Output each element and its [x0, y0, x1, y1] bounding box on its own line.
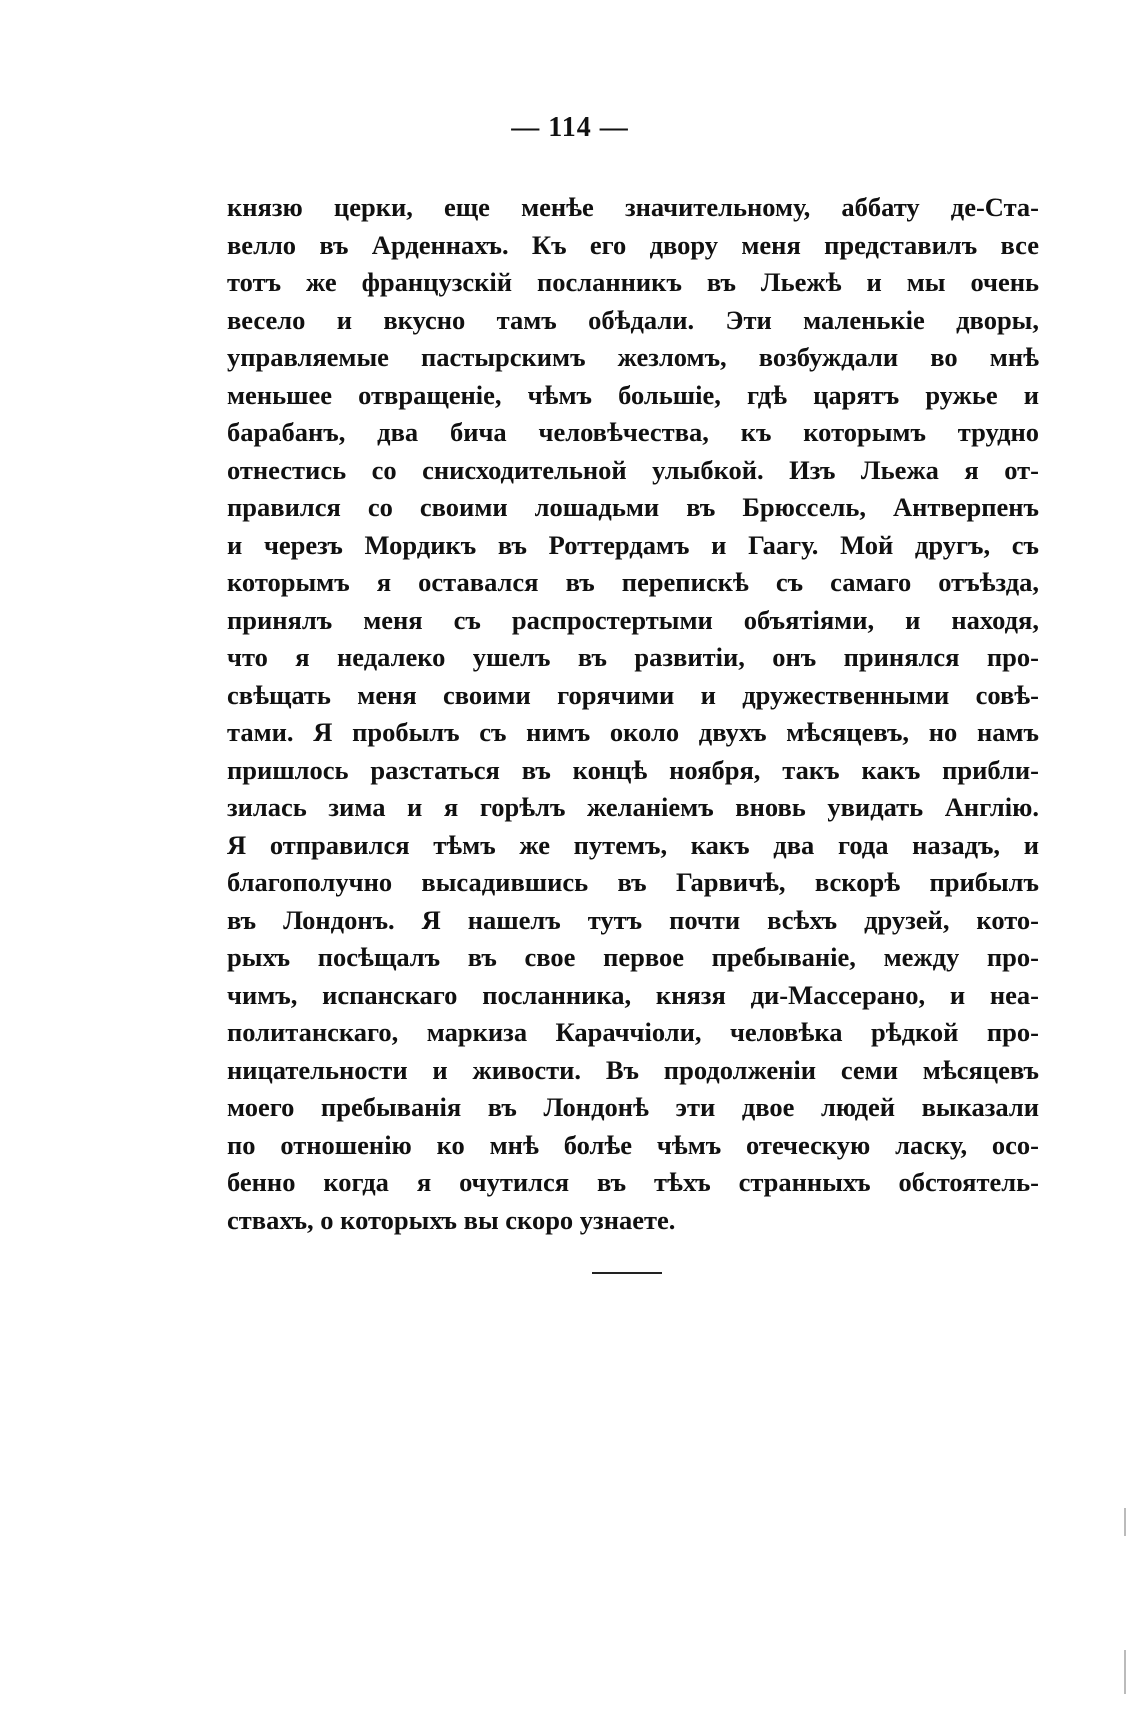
scan-edge-mark: [1124, 1650, 1126, 1694]
text-line: политанскаго, маркиза Караччіоли, человѣка рѣдкой про-: [227, 1017, 1039, 1047]
text-line: принялъ меня съ распростертыми объятіями, и находя,: [227, 604, 1039, 635]
text-line: которымъ я оставался въ перепискѣ съ самаго отъѣзда,: [227, 567, 1039, 597]
scan-edge-mark: [1124, 1508, 1126, 1536]
text-line: ствахъ, о которыхъ вы скоро узнаете.: [227, 1204, 676, 1235]
text-line: тотъ же французскій посланникъ въ Льежѣ и мы очень: [227, 267, 1039, 297]
section-separator: [592, 1272, 662, 1274]
text-line: управляемые пастырскимъ жезломъ, возбуждали во мнѣ: [227, 342, 1039, 372]
text-line: чимъ, испанскаго посланника, князя ди-Массерано, и неа-: [227, 979, 1039, 1010]
text-line: что я недалеко ушелъ въ развитіи, онъ принялся про-: [227, 642, 1039, 672]
text-line: ницательности и живости. Въ продолженіи семи мѣсяцевъ: [227, 1054, 1039, 1085]
text-line: пришлось разстаться въ концѣ ноября, такъ какъ прибли-: [227, 754, 1039, 785]
text-line: весело и вкусно тамъ обѣдали. Эти маленькіе дворы,: [227, 304, 1039, 335]
text-line: барабанъ, два бича человѣчества, къ которымъ трудно: [227, 417, 1039, 447]
body-text: [227, 189, 1039, 1239]
text-line: тами. Я пробылъ съ нимъ около двухъ мѣсяцевъ, но намъ: [227, 717, 1039, 747]
text-line: отнестись со снисходительной улыбкой. Изъ Льежа я от-: [227, 454, 1039, 485]
text-line: и черезъ Мордикъ въ Роттердамъ и Гаагу. Мой другъ, съ: [227, 529, 1039, 560]
text-line: въ Лондонъ. Я нашелъ тутъ почти всѣхъ друзей, кото-: [227, 904, 1039, 935]
text-line: Я отправился тѣмъ же путемъ, какъ два года назадъ, и: [227, 829, 1039, 860]
text-line: зилась зима и я горѣлъ желаніемъ вновь увидать Англію.: [227, 792, 1039, 822]
text-line: велло въ Арденнахъ. Къ его двору меня представилъ все: [227, 229, 1039, 260]
page-number: — 114 —: [511, 112, 629, 143]
text-line: правился со своими лошадьми въ Брюссель, Антверпенъ: [227, 492, 1039, 522]
text-line: князю церки, еще менѣе значительному, аббату де-Ста-: [227, 192, 1039, 222]
text-line: благополучно высадившись въ Гарвичѣ, вскорѣ прибылъ: [227, 867, 1039, 897]
text-line: меньшее отвращеніе, чѣмъ большіе, гдѣ царятъ ружье и: [227, 379, 1039, 410]
text-line: свѣщать меня своими горячими и дружественными совѣ-: [227, 679, 1039, 710]
text-line: бенно когда я очутился въ тѣхъ странныхъ обстоятель-: [227, 1167, 1039, 1197]
text-line: моего пребыванія въ Лондонѣ эти двое людей выказали: [227, 1092, 1039, 1122]
text-line: по отношенію ко мнѣ болѣе чѣмъ отеческую ласку, осо-: [227, 1129, 1039, 1160]
text-line: рыхъ посѣщалъ въ свое первое пребываніе, между про-: [227, 942, 1039, 972]
